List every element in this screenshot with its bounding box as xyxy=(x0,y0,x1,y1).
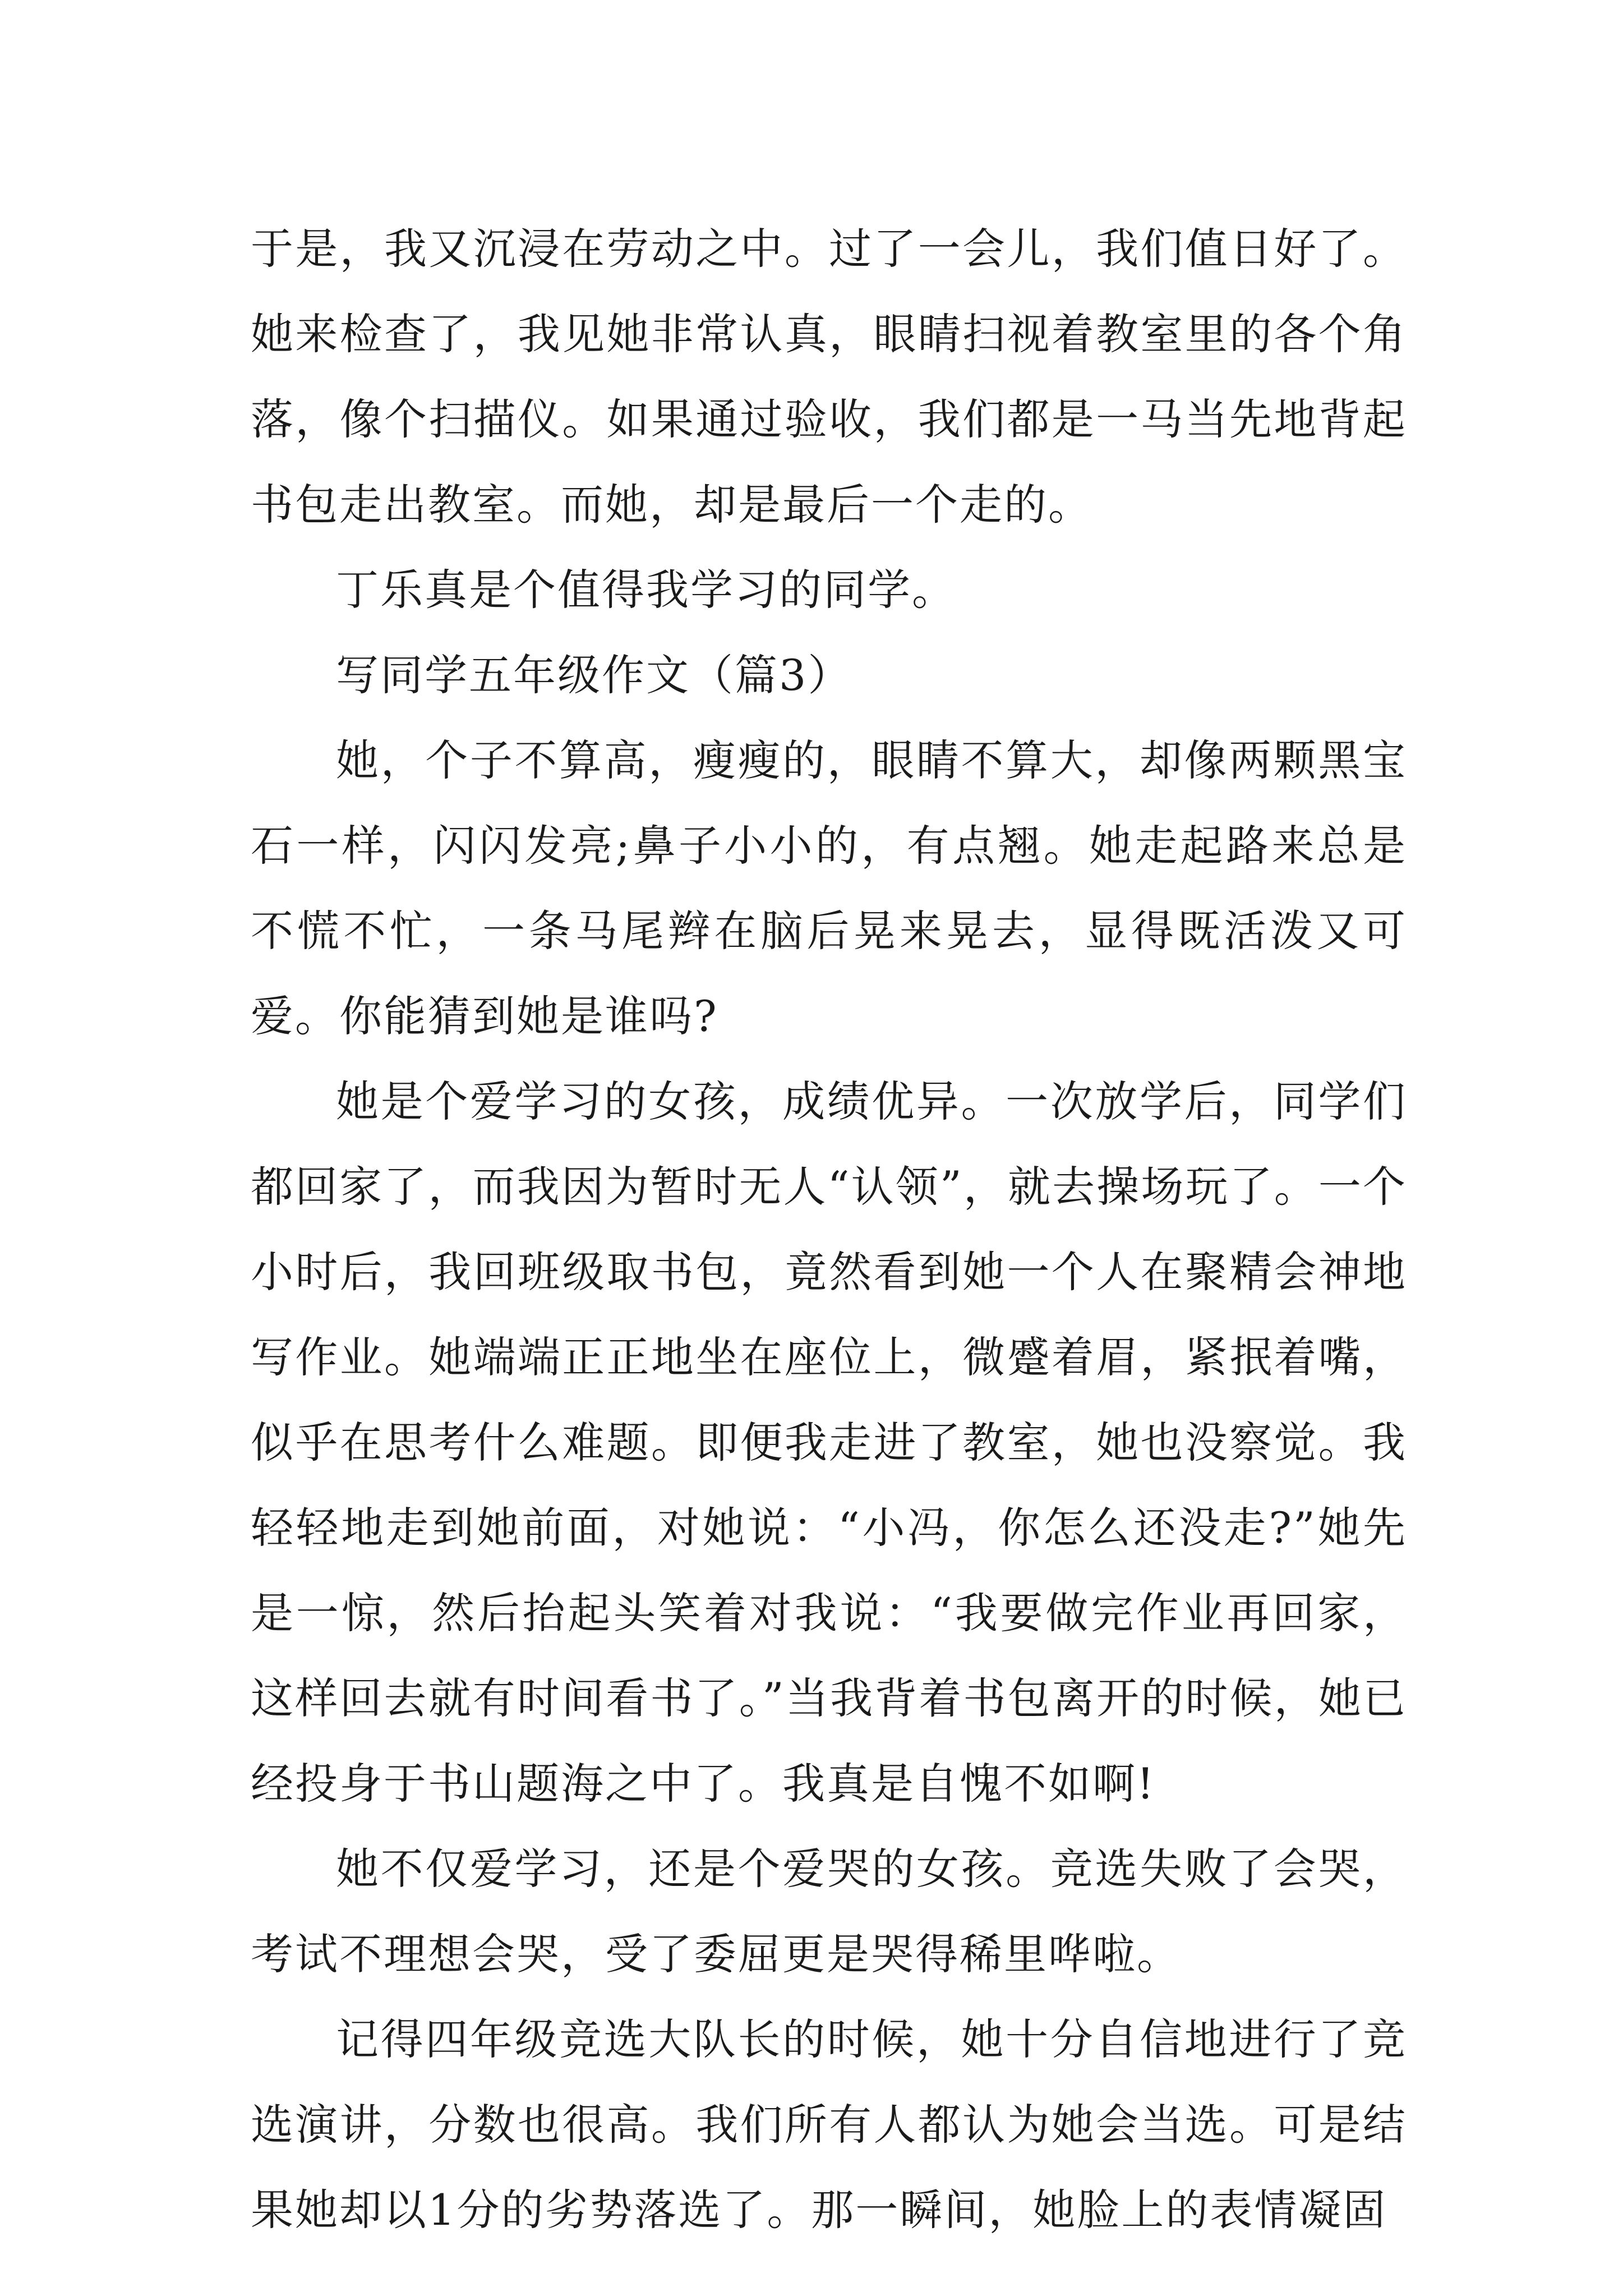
paragraph-crying: 她不仅爱学习，还是个爱哭的女孩。竞选失败了会哭，考试不理想会哭，受了委屈更是哭得稀里哗啦。 xyxy=(251,1844,1407,1979)
document-body xyxy=(251,206,1407,2253)
paragraph-closing-remark: 丁乐真是个值得我学习的同学。 xyxy=(336,565,956,615)
section-heading: 写同学五年级作文（篇3） xyxy=(336,650,852,700)
paragraph-election: 记得四年级竞选大队长的时候，她十分自信地进行了竞选演讲，分数也很高。我们所有人都认为她会当选。可是结果她却以1分的劣势落选了。那一瞬间，她脸上的表情凝固 xyxy=(251,2014,1407,2235)
paragraph-continued: 于是，我又沉浸在劳动之中。过了一会儿，我们值日好了。她来检查了，我见她非常认真，眼睛扫视着教室里的各个角落，像个扫描仪。如果通过验收，我们都是一马当先地背起书包走出教室。而她，却是最后一个走的。 xyxy=(251,224,1407,530)
paragraph-study: 她是个爱学习的女孩，成绩优异。一次放学后，同学们都回家了，而我因为暂时无人“认领”，就去操场玩了。一个小时后，我回班级取书包，竟然看到她一个人在聚精会神地写作业。她端端正正地坐在座位上，微蹙着眉，紧抿着嘴，似乎在思考什么难题。即便我走进了教室，她也没察觉。我轻轻地走到她前面，对她说：“小冯，你怎么还没走?”她先是一惊，然后抬起头笑着对我说：“我要做完作业再回家，这样回去就有时间看书了。”当我背着书包离开的时候，她已经投身于书山题海之中了。我真是自愧不如啊! xyxy=(251,1076,1407,1809)
paragraph-description: 她，个子不算高，瘦瘦的，眼睛不算大，却像两颗黑宝石一样，闪闪发亮;鼻子小小的，有点翘。她走起路来总是不慌不忙，一条马尾辫在脑后晃来晃去，显得既活泼又可爱。你能猜到她是谁吗? xyxy=(251,735,1407,1041)
